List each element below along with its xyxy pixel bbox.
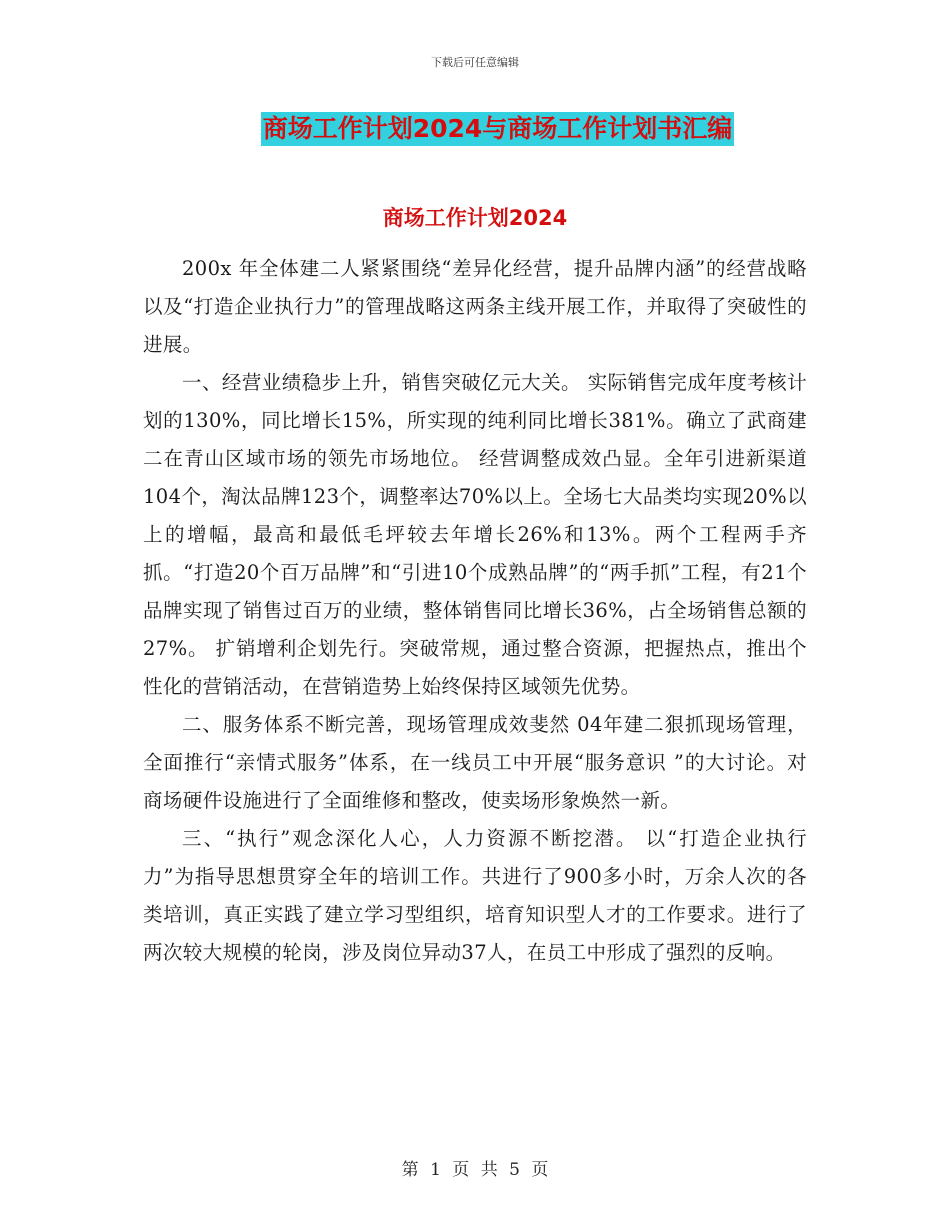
paragraph-intro: 200x 年全体建二人紧紧围绕“差异化经营，提升品牌内涵”的经营战略以及“打造企业执行力”的管理战略这两条主线开展工作，并取得了突破性的进展。 [143,257,807,356]
document-body [143,250,807,972]
page-number: 第 1 页 共 5 页 [401,1160,549,1180]
main-title-container [0,112,950,146]
header-note: 下载后可任意编辑 [431,56,519,69]
section-title: 商场工作计划2024 [382,206,568,230]
main-title: 商场工作计划2024与商场工作计划书汇编 [261,112,735,146]
paragraph-service: 二、服务体系不断完善，现场管理成效斐然 04年建二狠抓现场管理，全面推行“亲情式服务”体系，在一线员工中开展“服务意识 ”的大讨论。对商场硬件设施进行了全面维修和整改，使卖场形象焕然一新。 [143,713,807,812]
paragraph-performance: 一、经营业绩稳步上升，销售突破亿元大关。 实际销售完成年度考核计划的130%，同比增长15%，所实现的纯利同比增长381%。确立了武商建二在青山区域市场的领先市场地位。 经营调整成效凸显。全年引进新渠道104个，淘汰品牌123个，调整率达70%以上。全场七大品类均实现20%以上的增幅，最高和最低毛坪较去年增长26%和13%。两个工程两手齐抓。“打造20个百万品牌”和“引进10个成熟品牌”的“两手抓”工程，有21个品牌实现了销售过百万的业绩，整体销售同比增长36%，占全场销售总额的27%。 扩销增利企划先行。突破常规，通过整合资源，把握热点，推出个性化的营销活动，在营销造势上始终保持区域领先优势。 [143,371,807,698]
paragraph-execution: 三、“执行”观念深化人心，人力资源不断挖潜。 以“打造企业执行力”为指导思想贯穿全年的培训工作。共进行了900多小时，万余人次的各类培训，真正实践了建立学习型组织，培育知识型人才的工作要求。进行了两次较大规模的轮岗，涉及岗位异动37人，在员工中形成了强烈的反响。 [143,827,807,964]
